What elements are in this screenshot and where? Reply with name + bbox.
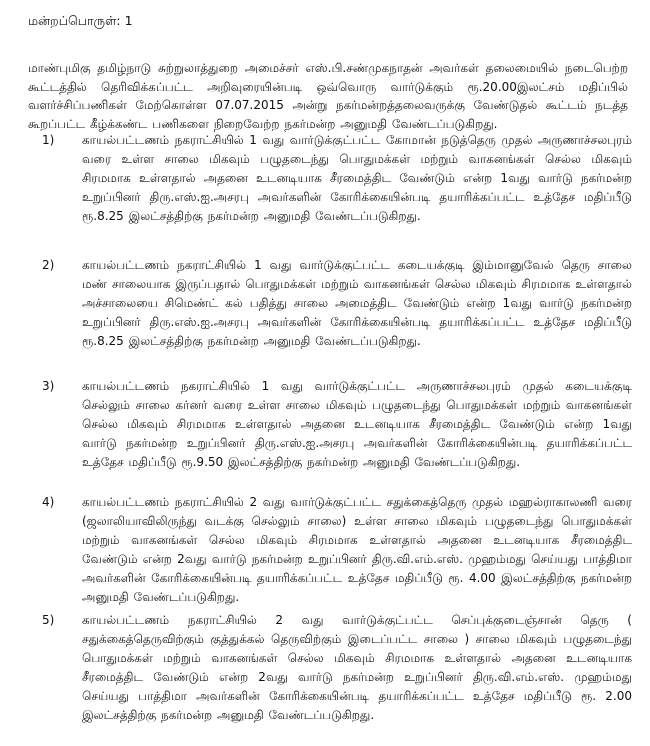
- resolution-item-5: [42, 611, 632, 725]
- item-number: 3): [42, 379, 55, 393]
- item-text: காயல்பட்டணம் நகராட்சியில் 1 வது வார்டுக்குட்பட்ட கடையக்குடி இம்மானுவேல் தெரு சாலை மண் சாலையாக இருப்பதால் பொதுமக்கள் மற்றும் வாகனங்கள் செல்ல மிகவும் சிரமமாக உள்ளதால் அச்சாலையை சிமெண்ட் கல் பதித்து சாலை அமைத்திட வேண்டும் என்ற 1வது வார்டு நகர்மன்ற உறுப்பினர் திரு.எஸ்.ஐ.அசரபு அவர்களின் கோரிக்கையின்படி தயாரிக்கப்பட்ட உத்தேச மதிப்பீடு ரூ.8.25 இலட்சத்திற்கு நகர்மன்ற அனுமதி வேண்டப்படுகிறது.: [82, 258, 632, 348]
- item-text: காயல்பட்டணம் நகராட்சியில் 2 வது வார்டுக்குட்பட்ட சதுக்கைத்தெரு முதல் மஹல்ராகாலணி வரை (ஜலாலியாவிலிருந்து வடக்கு செல்லும் சாலை) உள்ள சாலை மிகவும் பழுதடைந்து பொதுமக்கள் மற்றும் வாகனங்கள் செல்ல மிகவும் சிரமமாக உள்ளதால் அதனை உடனடியாக சீரமைத்திட வேண்டும் என்ற 2வது வார்டு நகர்மன்ற உறுப்பினர் திரு.வி.எம்.எஸ். முஹம்மது செய்யது பாத்திமா அவர்களின் கோரிக்கையின்படி தயாரிக்கப்பட்ட உத்தேச மதிப்பீடு ரூ. 4.00 இலட்சத்திற்கு நகர்மன்ற அனுமதி வேண்டப்படுகிறது.: [82, 495, 632, 604]
- resolution-item-4: [42, 493, 632, 607]
- item-number: 2): [42, 258, 55, 272]
- item-number: 1): [42, 133, 55, 147]
- resolution-subject: மன்றப்பொருள்: 1: [28, 13, 133, 28]
- resolution-item-3: [42, 377, 632, 472]
- item-text: காயல்பட்டணம் நகராட்சியில் 1 வது வார்டுக்குட்பட்ட கோமான் நடுத்தெரு முதல் அருணாச்சலபுரம் வரை உள்ள சாலை மிகவும் பழுதடைந்து பொதுமக்கள் மற்றும் வாகனங்கள் செல்ல மிகவும் சிரமமாக உள்ளதால் அதனை உடனடியாக சீரமைத்திட வேண்டும் என்ற 1வது வார்டு நகர்மன்ற உறுப்பினர் திரு.எஸ்.ஐ.அசரபு அவர்களின் கோரிக்கையின்படி தயாரிக்கப்பட்ட உத்தேச மதிப்பீடு ரூ.8.25 இலட்சத்திற்கு நகர்மன்ற அனுமதி வேண்டப்படுகிறது.: [82, 133, 632, 223]
- resolution-item-1: [42, 131, 632, 226]
- item-number: 4): [42, 495, 55, 509]
- item-text: காயல்பட்டணம் நகராட்சியில் 1 வது வார்டுக்குட்பட்ட அருணாச்சலபுரம் முதல் கடையக்குடி செல்லும் சாலை கர்னர் வரை உள்ள சாலை மிகவும் பழுதடைந்து பொதுமக்கள் மற்றும் வாகனங்கள் செல்ல மிகவும் சிரமமாக உள்ளதால் அதனை உடனடியாக சீரமைத்திட வேண்டும் என்ற 1வது வார்டு நகர்மன்ற உறுப்பினர் திரு.எஸ்.ஐ.அசரபு அவர்களின் கோரிக்கையின்படி தயாரிக்கப்பட்ட உத்தேச மதிப்பீடு ரூ.9.50 இலட்சத்திற்கு நகர்மன்ற அனுமதி வேண்டப்படுகிறது.: [82, 379, 633, 469]
- item-text: காயல்பட்டணம் நகராட்சியில் 2 வது வார்டுக்குட்பட்ட செப்புக்குடைஞ்சான் தெரு ( சதுக்கைத்தெருவிற்கும் குத்துக்கல் தெருவிற்கும் இடைப்பட்ட சாலை ) சாலை மிகவும் பழுதடைந்து பொதுமக்கள் மற்றும் வாகனங்கள் செல்ல மிகவும் சிரமமாக உள்ளதால் அதனை உடனடியாக சீரமைத்திட வேண்டும் என்ற 2வது வார்டு நகர்மன்ற உறுப்பினர் திரு.வி.எம்.எஸ். முஹம்மது செய்யது பாத்திமா அவர்களின் கோரிக்கையின்படி தயாரிக்கப்பட்ட உத்தேச மதிப்பீடு ரூ. 2.00 இலட்சத்திற்கு நகர்மன்ற அனுமதி வேண்டப்படுகிறது.: [82, 613, 632, 722]
- resolution-item-2: [42, 256, 632, 351]
- item-number: 5): [42, 613, 55, 627]
- intro-paragraph: மாண்புமிகு தமிழ்நாடு சுற்றுலாத்துறை அமைச்சர் எஸ்.பி.சண்முகநாதன் அவர்கள் தலைமையில் நடைபெற்ற கூட்டத்தில் தெரிவிக்கப்பட்ட அறிவுரையின்படி ஒவ்வொரு வார்டுக்கும் ரூ.20.00இலட்சம் மதிப்பில் வளர்ச்சிப்பணிகள் மேற்கொள்ள 07.07.2015 அன்று நகர்மன்றத்தலைவருக்கு வேண்டுதல் கூட்டம் நடத்த கூறப்பட்ட கீழ்க்கண்ட பணிகளை நிறைவேற்ற நகர்மன்ற அனுமதி வேண்டப்படுகிறது.: [28, 61, 628, 131]
